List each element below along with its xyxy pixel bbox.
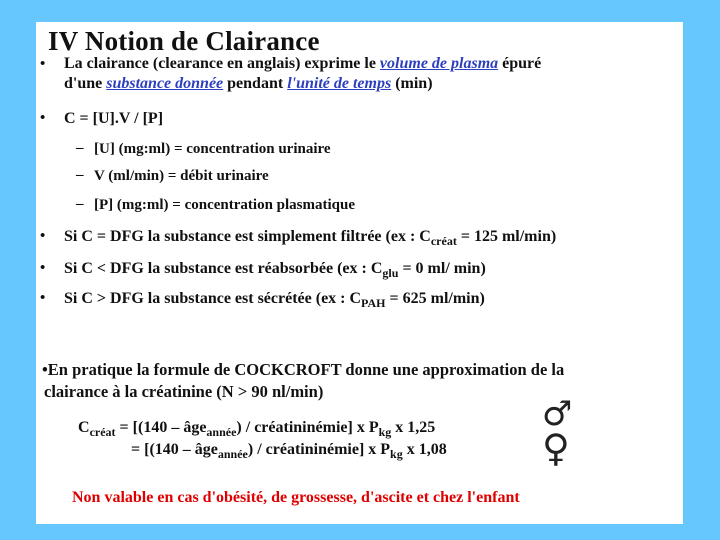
bullet-reabsorbed — [64, 259, 486, 283]
bullet-1-text — [64, 54, 674, 94]
f1-eq: = [(140 – âge — [115, 419, 207, 436]
f2-age-sub: année — [217, 447, 248, 461]
def-3-dash: – — [76, 196, 84, 212]
formula-female — [131, 440, 447, 464]
f1-c-sub: créat — [89, 425, 116, 439]
slide-title: IV Notion de Clairance — [48, 26, 320, 56]
f2-eq: = [(140 – âge — [131, 441, 218, 458]
def-urine-concentration: [U] (mg:ml) = concentration urinaire — [94, 141, 331, 157]
bullet-3-marker: • — [40, 228, 46, 244]
f1-rest: ) / créatininémie] x P — [236, 419, 379, 436]
female-symbol-icon: ♀ — [542, 426, 570, 470]
bullet-secreted — [64, 289, 485, 313]
b4-post: = 0 ml/ min) — [398, 260, 486, 277]
bullet-1-marker: • — [40, 56, 46, 72]
f1-p-sub: kg — [378, 425, 392, 439]
cockcroft-line-1: •En pratique la formule de COCKCROFT donne une approximation de la — [42, 360, 565, 379]
b1-text-a: La clairance (clearance en anglais) exprime le — [64, 55, 380, 72]
b1-text-e: (min) — [391, 75, 433, 92]
b3-pre: Si C = DFG la substance est simplement filtrée (ex : C — [64, 228, 431, 245]
warning-text: Non valable en cas d'obésité, de grossesse, d'ascite et chez l'enfant — [72, 489, 520, 506]
b4-pre: Si C < DFG la substance est réabsorbée (ex : C — [64, 260, 383, 277]
b5-post: = 625 ml/min) — [385, 290, 485, 307]
b5-sub: PAH — [361, 296, 386, 310]
b1-text-b: épuré — [498, 55, 542, 72]
bullet-2-marker: • — [40, 110, 46, 126]
slide — [36, 22, 683, 524]
b1-text-d: pendant — [223, 75, 288, 92]
def-urine-flow: V (ml/min) = débit urinaire — [94, 168, 269, 184]
b3-sub: créat — [430, 234, 457, 248]
f1-tail: x 1,25 — [391, 419, 436, 436]
def-plasma-concentration: [P] (mg:ml) = concentration plasmatique — [94, 197, 356, 213]
bullet-4-marker: • — [40, 260, 46, 276]
f2-tail: x 1,08 — [402, 441, 447, 458]
bullet-5-marker: • — [40, 290, 46, 306]
formula-male — [78, 418, 435, 442]
f2-p-sub: kg — [390, 447, 403, 461]
b5-pre: Si C > DFG la substance est sécrétée (ex : C — [64, 290, 362, 307]
clearance-formula: C = [U].V / [P] — [64, 110, 164, 127]
b1-text-c: d'une — [64, 75, 107, 92]
b4-sub: glu — [382, 266, 399, 280]
link-unite-de-temps[interactable]: l'unité de temps — [287, 75, 392, 92]
def-2-dash: – — [76, 167, 84, 183]
link-volume-de-plasma[interactable]: volume de plasma — [379, 55, 499, 72]
male-symbol-icon: ♂ — [542, 394, 573, 434]
f2-rest: ) / créatininémie] x P — [247, 441, 391, 458]
bullet-filtered — [64, 227, 556, 251]
f1-c: C — [78, 419, 90, 436]
link-substance-donnee[interactable]: substance donnée — [106, 75, 224, 92]
cockcroft-line-2: clairance à la créatinine (N > 90 nl/min) — [44, 382, 324, 401]
b3-post: = 125 ml/min) — [456, 228, 557, 245]
def-1-dash: – — [76, 140, 84, 156]
f1-age-sub: année — [206, 425, 237, 439]
